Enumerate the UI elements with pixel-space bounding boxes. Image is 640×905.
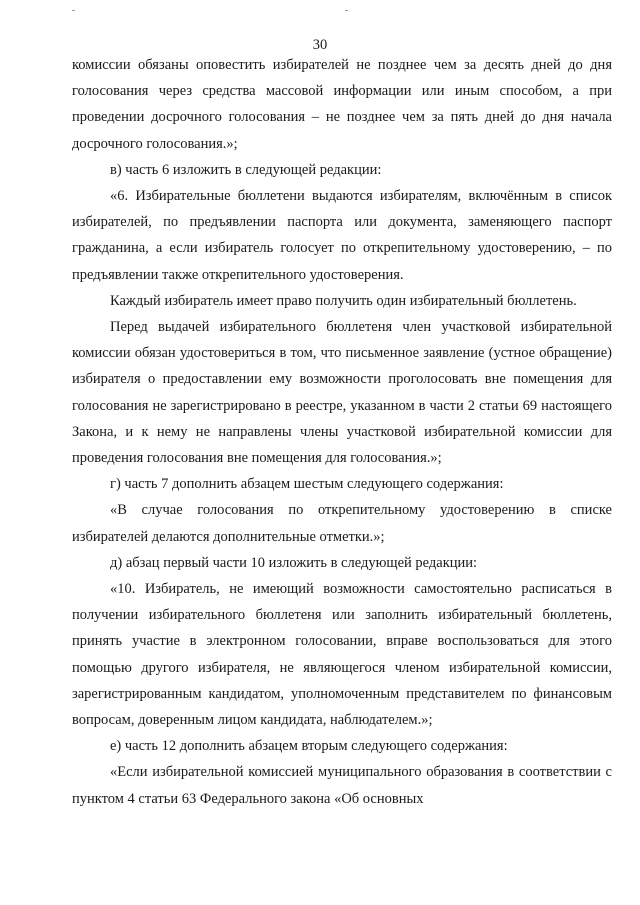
paragraph: е) часть 12 дополнить абзацем вторым следующего содержания:: [110, 738, 508, 755]
page-number: 30: [312, 37, 328, 53]
paragraph: комиссии обязаны оповестить избирателей не позднее чем за десять дней до дня голосования через средства массовой информации или иным способом, а при проведении досрочного голосования – не позднее чем за пять дней до дня начала досрочного голосования.»;: [72, 57, 612, 152]
scan-artifact: [345, 10, 348, 11]
paragraph: д) абзац первый части 10 изложить в следующей редакции:: [110, 554, 478, 571]
paragraph: «В случае голосования по открепительному удостоверению в списке избирателей делаются дополнительные отметки.»;: [72, 502, 612, 545]
paragraph: г) часть 7 дополнить абзацем шестым следующего содержания:: [110, 476, 504, 493]
paragraph: Каждый избиратель имеет право получить один избирательный бюллетень.: [110, 292, 577, 309]
paragraph: «10. Избиратель, не имеющий возможности самостоятельно расписаться в получении избирательного бюллетеня или заполнить избирательный бюллетень, принять участие в электронном голосовании, вправе воспользоваться для этого помощью другого избирателя, не являющегося членом избирательной комиссии, зарегистрированным кандидатом, уполномоченным представителем по финансовым вопросам, доверенным лицом кандидата, наблюдателем.»;: [72, 581, 612, 729]
paragraph: в) часть 6 изложить в следующей редакции:: [110, 161, 382, 178]
document-body: [72, 52, 612, 812]
paragraph: Перед выдачей избирательного бюллетеня член участковой избирательной комиссии обязан удостовериться в том, что письменное заявление (устное обращение) избирателя о предоставлении ему возможности проголосовать вне помещения для голосования не зарегистрировано в реестре, указанном в части 2 статьи 69 настоящего Закона, и к нему не направлены члены участковой избирательной комиссии для проведения голосования вне помещения для голосования.»;: [72, 319, 612, 467]
scan-artifact: [72, 10, 75, 11]
paragraph: «6. Избирательные бюллетени выдаются избирателям, включённым в список избирателей, по предъявлении паспорта или документа, заменяющего паспорт гражданина, а если избиратель голосует по открепительному удостоверению, – по предъявлении также открепительного удостоверения.: [72, 188, 612, 283]
paragraph: «Если избирательной комиссией муниципального образования в соответствии с пунктом 4 статьи 63 Федерального закона «Об основных: [72, 764, 612, 807]
